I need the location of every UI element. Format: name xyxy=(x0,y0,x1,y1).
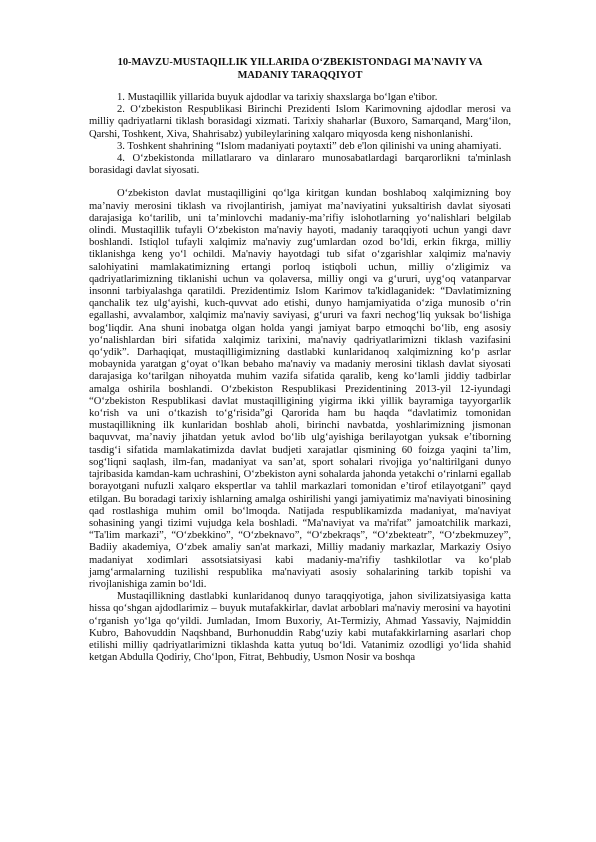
body-paragraph: Mustaqillikning dastlabki kunlaridanoq dunyo taraqqiyotiga, jahon sivilizatsiyasiga katta hissa qo‘shgan ajdodlarimiz – buyuk mutafakkirlar, davlat arboblari ma'naviy merosini va hayotini o‘rganish yo‘lga qo‘yildi. Jumladan, Imom Buxoriy, At-Termiziy, Ahmad Yassaviy, Najmiddin Kubro, Bahovuddin Naqshband, Burhonuddin Rabg‘uziy kabi mutafakkirlarning asarlari chop etilishi milliy qadriyatlarimizni tiklashda katta yutuq bo‘ldi. Vatanimiz ozodligi yo‘lida shahid ketgan Abdulla Qodiriy, Cho‘lpon, Fitrat, Behbudiy, Usmon Nosir va boshqa xyxy=(89,591,511,664)
outline-item: 3. Toshkent shahrining “Islom madaniyati poytaxti” deb e'lon qilinishi va uning ahamiyati. xyxy=(117,140,502,152)
body-paragraph: O‘zbekiston davlat mustaqilligini qo‘lga kiritgan kundan boshlaboq xalqimizning boy ma’naviy merosini tiklash va rivojlantirish, jamiyat ma’naviyatini yuksaltirish davlat siyosati darajasiga ko‘tarilib, uni ta’minlovchi madaniy-ma’rifiy islohotlarning yo‘nalishlari belgilab olindi. Mustaqillik tufayli O‘zbekiston ma'naviy hayoti, madaniy taraqqiyoti uchun yangi davr boshlandi. Istiqlol tufayli xalqimiz ma'naviy zug‘umlardan ozod bo‘ldi, erkin fikrga, milliy tiklanishga keng yo‘l ochildi. Ma'naviy hayotdagi tub sifat o‘zgarishlar xalqimiz ma'naviy salohiyatini mamlakatimizning ertangi porloq istiqboli uchun, milliy o‘zligimiz va qadriyatlarimizning tiklanishi uchun va qolaversa, milliy ongi va g‘ururi, uyg‘oq vatanparvar insonni tarbiyalashga qaratildi. Prezidentimiz Islom Karimov ta'kidlaganidek: “Davlatimizning qanchalik tez ulg‘ayishi, kuch-quvvat ado etishi, dunyo hamjamiyatida o‘ziga munosib o‘rin egallashi, avvalambor, xalqimiz ma'naviy saviyasi, g‘ururi va faxri nechog‘liq yuksak bo‘lishiga bog‘liqdir. Ana shuni inobatga olgan holda yangi jamiyat barpo etmoqchi bo‘lib, eng asosiy yo‘nalishlardan biri sifatida xalqimiz tarixini, ma'naviy qadriyatlarimizni tiklash vazifasini qo‘ydik”. Darhaqiqat, mustaqilligimizning dastlabki kunlaridanoq xalqimizning ko‘p asrlar mobaynida yaratgan g‘oyat o‘lkan bebaho ma'naviy va madaniy merosini tiklash davlat siyosati darajasiga ko‘tarilgan nihoyatda muhim vazifa sifatida qaralib, keng ko‘lamli jiddiy tadbirlar amalga oshirila boshlandi. O‘zbekiston Respublikasi Prezidentining 2013-yil 12-iyundagi “O‘zbekiston Respublikasi davlat mustaqilligining yigirma ikki yillik bayramiga tayyorgarlik ko‘rish va uni o‘tkazish to‘g‘risida”gi Qarorida ham bu haqda “davlatimiz tomonidan mustaqillikning ilk kunlaridan boshlab aholi, birinchi navbatda, yoshlarimizning jismonan baquvvat, ma’naviy jihatdan yetuk avlod bo‘lib ulg‘ayishiga berilayotgan yuksak e’tiborning tasdig‘i sifatida mamlakatimizda davlat budjeti xarajatlar qismining 60 foizga yaqini ta’lim, sog‘liqni saqlash, ilm-fan, madaniyat va san’at, sport sohalari rivojiga yo‘naltirilgani dunyo tajribasida kamdan-kam uchrashini, O‘zbekiston ayni sohalarda jahonda yetakchi o‘rinlarni egallab borayotgani nufuzli xalqaro ekspertlar va tahlil markazlari tomonidan e’tirof etilayotgani” qayd etilgan. Bu boradagi tarixiy ishlarning amalga oshirilishi yangi jamiyatimiz ma'naviyati binosining qad rostlashiga muhim omil bo‘lmoqda. Natijada respublikamizda madaniyat, ma'naviyat sohasining yangi tizimi vujudga kela boshladi. “Ma'naviyat va ma'rifat” jamoatchilik markazi, “Ta'lim markazi”, “O‘zbekkino”, “O‘zbeknavo”, “O‘zbekraqs”, “O‘zbekteatr”, “O‘zbekmuzey”, Badiiy akademiya, O‘zbek amaliy san'at markazi, Milliy madaniy markazlar, Markaziy Osiyo madaniyat xodimlari assotsiatsiyasi kabi madaniy-ma'rifiy tashkilotlar va ko‘plab jamg‘armalarning tuzilishi respublika ma'naviyati asosiy sohalarining tarkib topishi va rivojlanishiga zamin bo‘ldi. xyxy=(89,188,511,590)
outline-item: 1. Mustaqillik yillarida buyuk ajdodlar va tarixiy shaxslarga bo‘lgan e'tibor. xyxy=(117,92,438,103)
body-text xyxy=(89,188,511,664)
outline-item: 2. O‘zbekiston Respublikasi Birinchi Prezidenti Islom Karimovning ajdodlar merosi va milliy qadriyatlarni tiklash borasidagi xizmati. Tarixiy shaharlar (Buxoro, Samarqand, Marg‘ilon, Qarshi, Toshkent, Xiva, Shahrisabz) yubileylarining xalqaro miqyosda keng nishonlanishi. xyxy=(89,104,511,140)
page-title: 10-MAVZU-MUSTAQILLIK YILLARIDA O‘ZBEKISTONDAGI MA'NAVIY VA MADANIY TARAQQIYOT xyxy=(117,57,483,81)
outline-item: 4. O‘zbekistonda millatlararo va dinlararo munosabatlardagi barqarorlikni ta'minlash borasidagi davlat siyosati. xyxy=(89,153,511,177)
topic-outline xyxy=(89,92,511,177)
